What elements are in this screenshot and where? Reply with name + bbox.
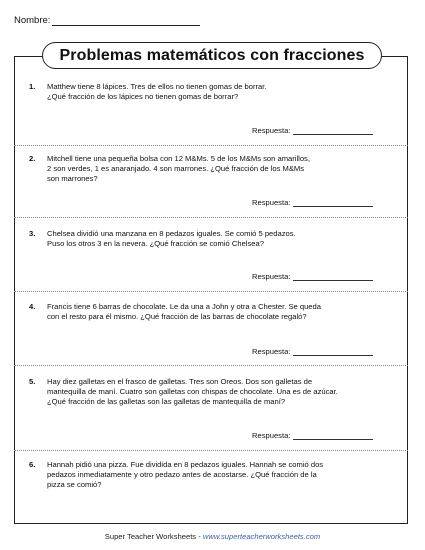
footer-brand: Super Teacher Worksheets: [104, 532, 197, 541]
problem-line: ¿Qué fracción de los lápices no tienen gomas de borrar?: [47, 91, 239, 101]
footer-url[interactable]: www.superteacherworksheets.com: [202, 532, 321, 541]
problem-number: 1.: [29, 82, 36, 91]
problem-text: [47, 154, 377, 183]
answer-label: Respuesta:: [252, 347, 291, 356]
divider: [14, 217, 408, 218]
answer-field: [252, 347, 373, 356]
problem-line: pizza se comió?: [47, 479, 102, 489]
problem-line: Hay diez galletas en el frasco de galletas. Tres son Oreos. Dos son galletas de: [47, 377, 313, 386]
problem-number: 4.: [29, 302, 36, 311]
answer-line[interactable]: [293, 273, 373, 281]
problem-line: Chelsea dividió una manzana en 8 pedazos iguales. Se comió 5 pedazos.: [47, 229, 296, 238]
problem-text: [47, 460, 377, 489]
footer-separator: -: [196, 532, 203, 541]
problem-line: Hannah pidió una pizza. Fue dividida en 8 pedazos iguales. Hannah se comió dos: [47, 460, 324, 469]
divider: [14, 450, 408, 451]
problem-line: pedazos inmediatamente y otro pedazo antes de acostarse. ¿Qué fracción de la: [47, 469, 317, 479]
problem-text: [47, 82, 377, 102]
problem-line: Matthew tiene 8 lápices. Tres de ellos no tienen gomas de borrar.: [47, 82, 267, 91]
problem-line: 2 son verdes, 1 es anaranjado. 4 son marrones. ¿Qué fracción de los M&Ms: [47, 163, 305, 173]
problem-line: con el resto para él mismo. ¿Qué fracción de las barras de chocolate regaló?: [47, 311, 307, 321]
divider: [14, 145, 408, 146]
answer-line[interactable]: [293, 348, 373, 356]
problem-text: [47, 377, 377, 406]
problem-number: 2.: [29, 154, 36, 163]
name-row: [14, 15, 200, 26]
answer-line[interactable]: [293, 432, 373, 440]
problem-line: Mitchell tiene una pequeña bolsa con 12 M&Ms. 5 de los M&Ms son amarillos,: [47, 154, 310, 163]
name-input-line[interactable]: [52, 16, 200, 26]
name-label: Nombre:: [14, 15, 51, 26]
answer-field: [252, 198, 373, 207]
answer-line[interactable]: [293, 127, 373, 135]
problem-number: 5.: [29, 377, 36, 386]
problem-line: Francis tiene 6 barras de chocolate. Le da una a John y otra a Chester. Se queda: [47, 302, 321, 311]
answer-label: Respuesta:: [252, 272, 291, 281]
footer: [0, 532, 425, 541]
divider: [14, 291, 408, 292]
problem-number: 6.: [29, 460, 36, 469]
problem-number: 3.: [29, 229, 36, 238]
problem-line: mantequilla de maní. Cuatro son galletas con chispas de chocolate. Una es de azúcar.: [47, 386, 338, 396]
problem-line: Puso los otros 3 en la nevera. ¿Qué fracción se comió Chelsea?: [47, 238, 264, 248]
problem-text: [47, 302, 377, 322]
answer-label: Respuesta:: [252, 431, 291, 440]
problem-line: son marrones?: [47, 173, 98, 183]
answer-field: [252, 126, 373, 135]
answer-line[interactable]: [293, 199, 373, 207]
problem-line: ¿Qué fracción de las galletas son las galletas de mantequilla de maní?: [47, 396, 286, 406]
divider: [14, 365, 408, 366]
answer-field: [252, 272, 373, 281]
problem-text: [47, 229, 377, 249]
answer-label: Respuesta:: [252, 198, 291, 207]
answer-label: Respuesta:: [252, 126, 291, 135]
answer-field: [252, 431, 373, 440]
page-title: Problemas matemáticos con fracciones: [42, 42, 382, 69]
